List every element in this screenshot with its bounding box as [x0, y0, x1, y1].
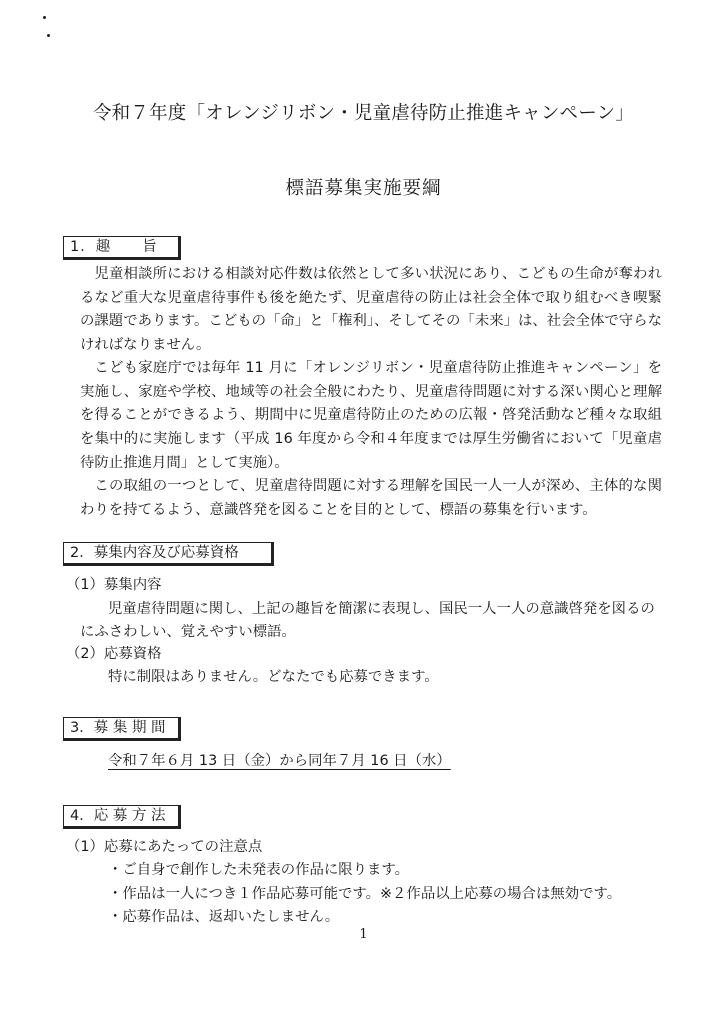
application-period: 令和７年６月 13 日（金）から同年７月 16 日（水） [108, 753, 451, 769]
scan-speck [43, 16, 46, 19]
method-bullet: ・応募作品は、返却いたしません。 [108, 909, 340, 925]
method-item-label: （1）応募にあたっての注意点 [66, 839, 263, 855]
content-item-text-line-1: 児童虐待問題に関し、上記の趣旨を簡潔に表現し、国民一人一人の意識啓発を図るの [108, 601, 655, 617]
document-title: 令和７年度「オレンジリボン・児童虐待防止推進キャンペーン」 [92, 103, 634, 124]
content-item-text-line-2: にふさわしい、覚えやすい標語。 [80, 624, 296, 640]
section-heading-period: 3．募 集 期 間 [63, 717, 181, 741]
eligibility-item-text: 特に制限はありません。どなたでも応募できます。 [108, 669, 439, 685]
document-subtitle: 標語募集実施要綱 [285, 178, 442, 199]
scan-speck [47, 34, 50, 37]
method-bullet: ・作品は一人につき１作品応募可能です。※２作品以上応募の場合は無効です。 [108, 886, 622, 902]
page-number: 1 [359, 927, 368, 942]
purpose-paragraph-2: こども家庭庁では毎年 11 月に「オレンジリボン・児童虐待防止推進キャンペーン」を実施し、家庭や学校、地域等の社会全般にわたり、児童虐待問題に対する深い関心と理解を得ることができるよう、期間中に児童虐待防止のための広報・啓発活動など種々な取組を集中的に実施します（平成 16 年度から令和４年度までは厚生労働省において「児童虐待防止推進月間」として実施）。 [80, 360, 662, 471]
purpose-paragraph-3: この取組の一つとして、児童虐待問題に対する理解を国民一人一人が深め、主体的な関わりを持てるよう、意識啓発を図ることを目的として、標語の募集を行います。 [80, 478, 662, 518]
section-heading-content-eligibility: 2．募集内容及び応募資格 [63, 542, 274, 566]
eligibility-item-label: （2）応募資格 [66, 646, 162, 662]
section-heading-purpose: 1．趣 旨 [63, 236, 181, 260]
section-heading-method: 4．応 募 方 法 [63, 805, 181, 829]
purpose-paragraph-1: 児童相談所における相談対応件数は依然として多い状況にあり、こどもの生命が奪われるなど重大な児童虐待事件も後を絶たず、児童虐待の防止は社会全体で取り組むべき喫緊の課題であります。こどもの「命」と「権利」、そしてその「未来」は、社会全体で守らなければなりません。 [80, 266, 662, 354]
method-bullet: ・ご自身で創作した未発表の作品に限ります。 [108, 862, 410, 878]
content-item-label: （1）募集内容 [66, 577, 162, 593]
